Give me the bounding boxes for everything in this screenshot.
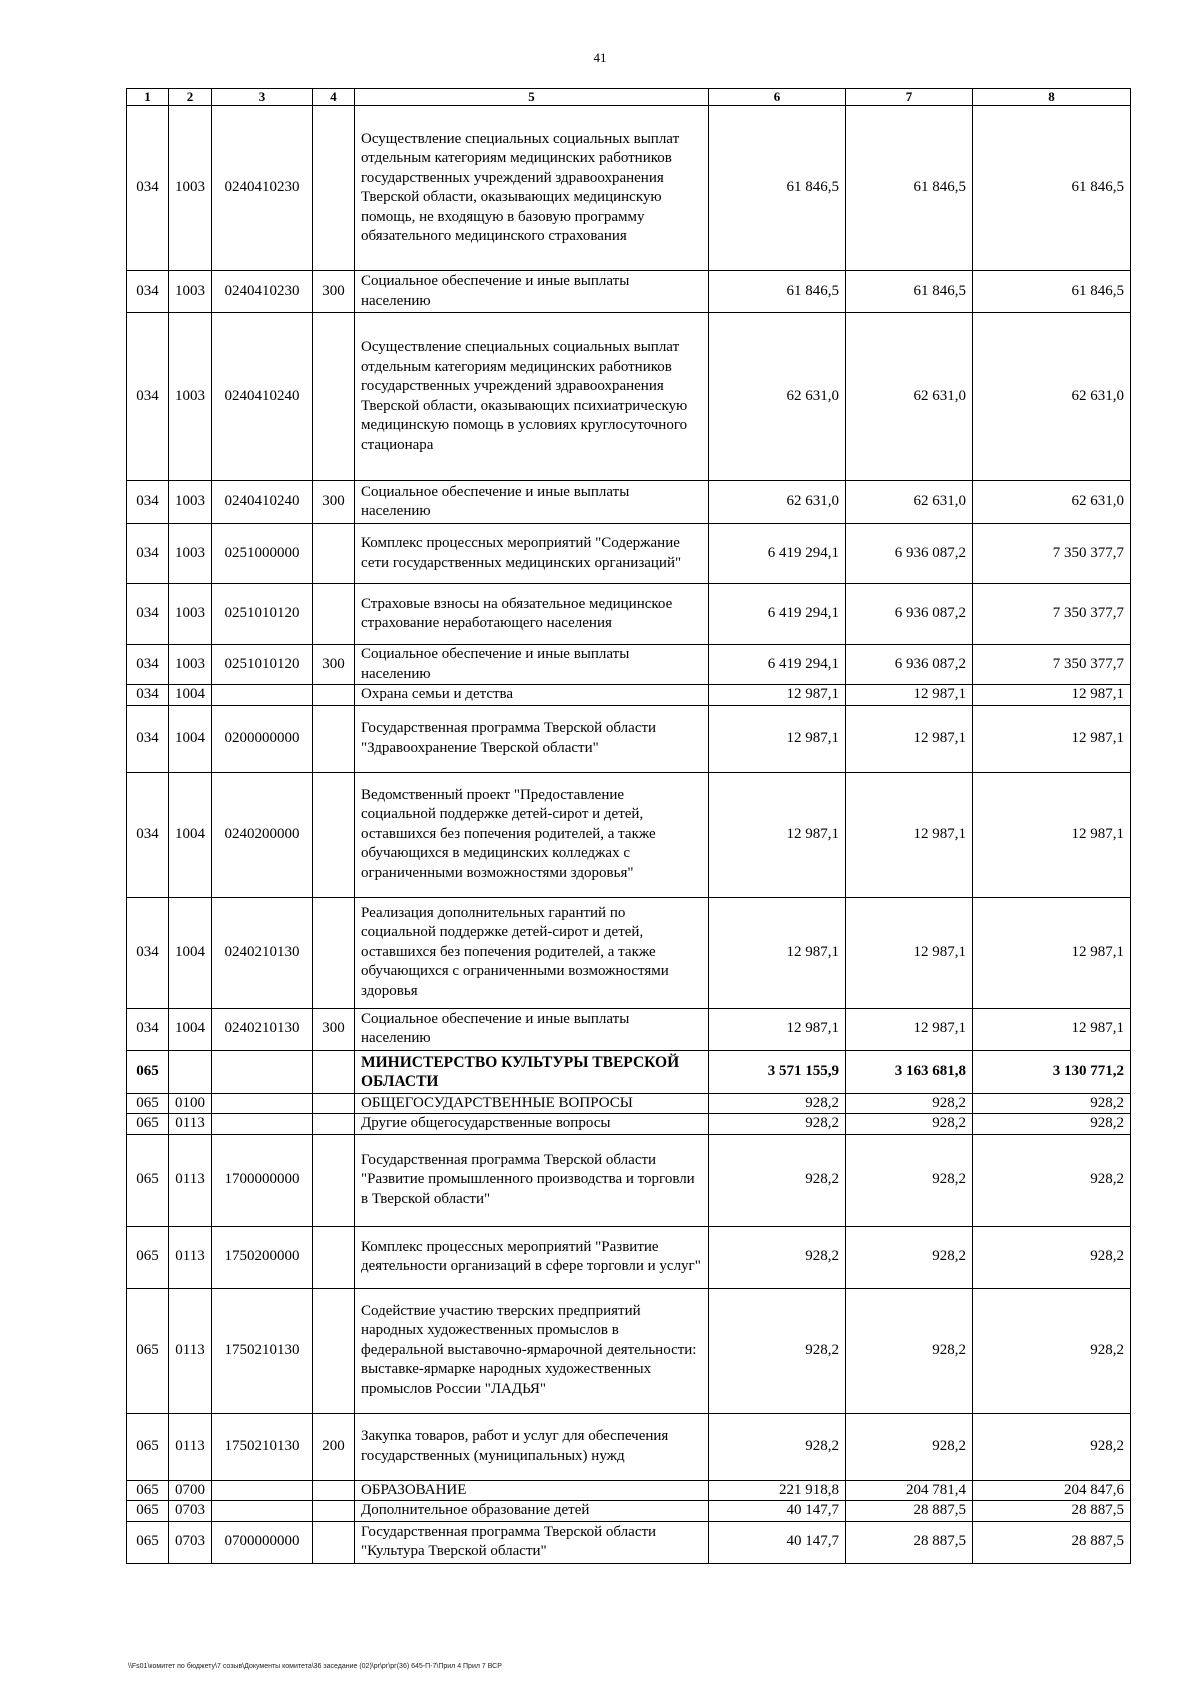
description-cell: ОБЩЕГОСУДАРСТВЕННЫЕ ВОПРОСЫ	[355, 1093, 709, 1114]
target-article-cell	[212, 685, 313, 706]
admin-code-cell: 065	[127, 1521, 169, 1563]
amount-year2-cell: 928,2	[846, 1288, 973, 1413]
table-row	[127, 271, 1131, 313]
amount-year3-cell: 3 130 771,2	[973, 1050, 1131, 1093]
admin-code-cell: 034	[127, 685, 169, 706]
expense-type-cell	[313, 897, 355, 1008]
section-code-cell: 1004	[169, 685, 212, 706]
table-row	[127, 705, 1131, 772]
section-code-cell: 0113	[169, 1134, 212, 1226]
target-article-cell: 1750200000	[212, 1226, 313, 1288]
column-header: 2	[169, 89, 212, 106]
section-code-cell: 0113	[169, 1114, 212, 1135]
expense-type-cell	[313, 1521, 355, 1563]
amount-year1-cell: 6 419 294,1	[709, 645, 846, 685]
amount-year2-cell: 28 887,5	[846, 1521, 973, 1563]
table-row	[127, 1521, 1131, 1563]
description-cell: Дополнительное образование детей	[355, 1501, 709, 1522]
amount-year3-cell: 928,2	[973, 1413, 1131, 1480]
description-cell: Страховые взносы на обязательное медицинское страхование неработающего населения	[355, 584, 709, 645]
admin-code-cell: 034	[127, 313, 169, 481]
admin-code-cell: 034	[127, 584, 169, 645]
section-code-cell	[169, 1050, 212, 1093]
section-code-cell: 0100	[169, 1093, 212, 1114]
expense-type-cell	[313, 313, 355, 481]
amount-year1-cell: 6 419 294,1	[709, 524, 846, 584]
expense-type-cell	[313, 1480, 355, 1501]
amount-year3-cell: 12 987,1	[973, 772, 1131, 897]
table-row	[127, 313, 1131, 481]
amount-year1-cell: 928,2	[709, 1288, 846, 1413]
footer-file-path: \\Fs01\комитет по бюджету\7 созыв\Документы комитета\36 заседание (02)\pr\рг\рг(36) 645-П-7\Прил 4 Прил 7 ВСР	[128, 1663, 502, 1670]
amount-year1-cell: 61 846,5	[709, 271, 846, 313]
table-row	[127, 772, 1131, 897]
amount-year1-cell: 928,2	[709, 1093, 846, 1114]
admin-code-cell: 065	[127, 1093, 169, 1114]
description-cell: Социальное обеспечение и иные выплаты населению	[355, 481, 709, 524]
description-cell: Закупка товаров, работ и услуг для обеспечения государственных (муниципальных) нужд	[355, 1413, 709, 1480]
amount-year1-cell: 12 987,1	[709, 705, 846, 772]
amount-year1-cell: 12 987,1	[709, 772, 846, 897]
table-row	[127, 1413, 1131, 1480]
header-row	[127, 89, 1131, 106]
amount-year1-cell: 12 987,1	[709, 897, 846, 1008]
amount-year3-cell: 28 887,5	[973, 1501, 1131, 1522]
admin-code-cell: 034	[127, 645, 169, 685]
target-article-cell: 0200000000	[212, 705, 313, 772]
section-code-cell: 0703	[169, 1501, 212, 1522]
column-header: 6	[709, 89, 846, 106]
expense-type-cell: 200	[313, 1413, 355, 1480]
table-row	[127, 584, 1131, 645]
admin-code-cell: 065	[127, 1134, 169, 1226]
amount-year2-cell: 12 987,1	[846, 897, 973, 1008]
column-header: 3	[212, 89, 313, 106]
description-cell: Реализация дополнительных гарантий по социальной поддержке детей-сирот и детей, оставшихся без попечения родителей, а также обучающихся с ограниченными возможностями здоровья	[355, 897, 709, 1008]
expense-type-cell	[313, 584, 355, 645]
admin-code-cell: 034	[127, 106, 169, 271]
section-code-cell: 0113	[169, 1288, 212, 1413]
admin-code-cell: 034	[127, 271, 169, 313]
amount-year3-cell: 928,2	[973, 1134, 1131, 1226]
amount-year1-cell: 928,2	[709, 1226, 846, 1288]
admin-code-cell: 065	[127, 1288, 169, 1413]
description-cell: ОБРАЗОВАНИЕ	[355, 1480, 709, 1501]
expense-type-cell	[313, 1050, 355, 1093]
description-cell: Социальное обеспечение и иные выплаты населению	[355, 645, 709, 685]
table-row	[127, 1114, 1131, 1135]
amount-year2-cell: 3 163 681,8	[846, 1050, 973, 1093]
amount-year2-cell: 12 987,1	[846, 1008, 973, 1050]
target-article-cell: 0251000000	[212, 524, 313, 584]
target-article-cell: 1750210130	[212, 1413, 313, 1480]
section-code-cell: 1004	[169, 1008, 212, 1050]
amount-year2-cell: 28 887,5	[846, 1501, 973, 1522]
table-row	[127, 524, 1131, 584]
column-header: 8	[973, 89, 1131, 106]
expense-type-cell	[313, 1501, 355, 1522]
amount-year2-cell: 62 631,0	[846, 481, 973, 524]
description-cell: Охрана семьи и детства	[355, 685, 709, 706]
amount-year2-cell: 6 936 087,2	[846, 584, 973, 645]
description-cell: Другие общегосударственные вопросы	[355, 1114, 709, 1135]
amount-year3-cell: 12 987,1	[973, 705, 1131, 772]
section-code-cell: 0113	[169, 1226, 212, 1288]
target-article-cell: 0240210130	[212, 1008, 313, 1050]
description-cell: Комплекс процессных мероприятий "Развитие деятельности организаций в сфере торговли и услуг"	[355, 1226, 709, 1288]
target-article-cell: 0700000000	[212, 1521, 313, 1563]
amount-year2-cell: 12 987,1	[846, 685, 973, 706]
admin-code-cell: 034	[127, 705, 169, 772]
table-row	[127, 1226, 1131, 1288]
table-row	[127, 645, 1131, 685]
target-article-cell: 0251010120	[212, 584, 313, 645]
section-code-cell: 1003	[169, 271, 212, 313]
admin-code-cell: 034	[127, 524, 169, 584]
amount-year2-cell: 61 846,5	[846, 271, 973, 313]
amount-year1-cell: 928,2	[709, 1413, 846, 1480]
amount-year2-cell: 928,2	[846, 1226, 973, 1288]
description-cell: Государственная программа Тверской области "Здравоохранение Тверской области"	[355, 705, 709, 772]
description-cell: Ведомственный проект "Предоставление социальной поддержке детей-сирот и детей, оставшихся без попечения родителей, а также обучающихся в медицинских колледжах с ограниченными возможностями здоровья"	[355, 772, 709, 897]
target-article-cell: 0251010120	[212, 645, 313, 685]
target-article-cell: 0240410230	[212, 106, 313, 271]
amount-year2-cell: 62 631,0	[846, 313, 973, 481]
admin-code-cell: 065	[127, 1480, 169, 1501]
amount-year2-cell: 928,2	[846, 1134, 973, 1226]
section-code-cell: 1003	[169, 106, 212, 271]
target-article-cell	[212, 1114, 313, 1135]
section-code-cell: 1004	[169, 705, 212, 772]
expense-type-cell	[313, 1288, 355, 1413]
section-code-cell: 1003	[169, 645, 212, 685]
expense-type-cell: 300	[313, 645, 355, 685]
table-row	[127, 1288, 1131, 1413]
amount-year1-cell: 3 571 155,9	[709, 1050, 846, 1093]
target-article-cell: 0240210130	[212, 897, 313, 1008]
amount-year1-cell: 928,2	[709, 1134, 846, 1226]
expense-type-cell	[313, 524, 355, 584]
target-article-cell: 1750210130	[212, 1288, 313, 1413]
admin-code-cell: 065	[127, 1226, 169, 1288]
amount-year3-cell: 61 846,5	[973, 271, 1131, 313]
amount-year2-cell: 6 936 087,2	[846, 524, 973, 584]
target-article-cell: 1700000000	[212, 1134, 313, 1226]
target-article-cell: 0240200000	[212, 772, 313, 897]
description-cell: Комплекс процессных мероприятий "Содержание сети государственных медицинских организаций"	[355, 524, 709, 584]
section-code-cell: 0113	[169, 1413, 212, 1480]
admin-code-cell: 034	[127, 772, 169, 897]
column-header: 1	[127, 89, 169, 106]
admin-code-cell: 065	[127, 1501, 169, 1522]
amount-year2-cell: 928,2	[846, 1093, 973, 1114]
amount-year1-cell: 40 147,7	[709, 1501, 846, 1522]
expense-type-cell	[313, 106, 355, 271]
admin-code-cell: 034	[127, 897, 169, 1008]
expense-type-cell	[313, 1114, 355, 1135]
expense-type-cell	[313, 1093, 355, 1114]
target-article-cell	[212, 1050, 313, 1093]
amount-year3-cell: 204 847,6	[973, 1480, 1131, 1501]
amount-year2-cell: 61 846,5	[846, 106, 973, 271]
amount-year3-cell: 62 631,0	[973, 313, 1131, 481]
description-cell: Осуществление специальных социальных выплат отдельным категориям медицинских работников государственных учреждений здравоохранения Тверской области, оказывающих психиатрическую медицинскую помощь в условиях круглосуточного стационара	[355, 313, 709, 481]
amount-year2-cell: 928,2	[846, 1413, 973, 1480]
expense-type-cell	[313, 772, 355, 897]
amount-year1-cell: 12 987,1	[709, 685, 846, 706]
amount-year1-cell: 62 631,0	[709, 313, 846, 481]
section-code-cell: 1003	[169, 584, 212, 645]
amount-year1-cell: 221 918,8	[709, 1480, 846, 1501]
table-row	[127, 1501, 1131, 1522]
description-cell: Социальное обеспечение и иные выплаты населению	[355, 1008, 709, 1050]
table-row	[127, 1134, 1131, 1226]
expense-type-cell	[313, 685, 355, 706]
expense-type-cell	[313, 705, 355, 772]
target-article-cell: 0240410230	[212, 271, 313, 313]
description-cell: Социальное обеспечение и иные выплаты населению	[355, 271, 709, 313]
table-row	[127, 106, 1131, 271]
table-row	[127, 1093, 1131, 1114]
column-header: 5	[355, 89, 709, 106]
table-row	[127, 1050, 1131, 1093]
target-article-cell	[212, 1501, 313, 1522]
amount-year1-cell: 40 147,7	[709, 1521, 846, 1563]
page-number: 41	[593, 50, 607, 65]
section-code-cell: 1004	[169, 897, 212, 1008]
table-row	[127, 481, 1131, 524]
amount-year3-cell: 7 350 377,7	[973, 645, 1131, 685]
amount-year2-cell: 12 987,1	[846, 705, 973, 772]
target-article-cell	[212, 1093, 313, 1114]
column-header: 4	[313, 89, 355, 106]
section-code-cell: 0703	[169, 1521, 212, 1563]
description-cell: Государственная программа Тверской области "Развитие промышленного производства и торговли в Тверской области"	[355, 1134, 709, 1226]
description-cell: Осуществление специальных социальных выплат отдельным категориям медицинских работников государственных учреждений здравоохранения Тверской области, оказывающих медицинскую помощь, не входящую в базовую программу обязательного медицинского страхования	[355, 106, 709, 271]
section-code-cell: 1003	[169, 481, 212, 524]
amount-year2-cell: 928,2	[846, 1114, 973, 1135]
table-body	[127, 106, 1131, 1564]
description-cell: МИНИСТЕРСТВО КУЛЬТУРЫ ТВЕРСКОЙ ОБЛАСТИ	[355, 1050, 709, 1093]
table-row	[127, 897, 1131, 1008]
target-article-cell: 0240410240	[212, 313, 313, 481]
expense-type-cell	[313, 1226, 355, 1288]
amount-year3-cell: 7 350 377,7	[973, 524, 1131, 584]
table-row	[127, 1480, 1131, 1501]
amount-year1-cell: 12 987,1	[709, 1008, 846, 1050]
admin-code-cell: 065	[127, 1050, 169, 1093]
admin-code-cell: 034	[127, 1008, 169, 1050]
table-row	[127, 685, 1131, 706]
amount-year3-cell: 12 987,1	[973, 1008, 1131, 1050]
amount-year3-cell: 928,2	[973, 1114, 1131, 1135]
budget-table	[126, 88, 1131, 1564]
amount-year3-cell: 12 987,1	[973, 897, 1131, 1008]
amount-year1-cell: 6 419 294,1	[709, 584, 846, 645]
amount-year1-cell: 62 631,0	[709, 481, 846, 524]
amount-year2-cell: 204 781,4	[846, 1480, 973, 1501]
expense-type-cell: 300	[313, 1008, 355, 1050]
amount-year3-cell: 62 631,0	[973, 481, 1131, 524]
admin-code-cell: 065	[127, 1413, 169, 1480]
section-code-cell: 1003	[169, 313, 212, 481]
amount-year2-cell: 12 987,1	[846, 772, 973, 897]
amount-year3-cell: 28 887,5	[973, 1521, 1131, 1563]
admin-code-cell: 065	[127, 1114, 169, 1135]
column-header: 7	[846, 89, 973, 106]
amount-year3-cell: 12 987,1	[973, 685, 1131, 706]
expense-type-cell	[313, 1134, 355, 1226]
amount-year3-cell: 928,2	[973, 1226, 1131, 1288]
expense-type-cell: 300	[313, 481, 355, 524]
amount-year1-cell: 928,2	[709, 1114, 846, 1135]
amount-year3-cell: 61 846,5	[973, 106, 1131, 271]
section-code-cell: 1003	[169, 524, 212, 584]
amount-year3-cell: 928,2	[973, 1093, 1131, 1114]
target-article-cell	[212, 1480, 313, 1501]
amount-year3-cell: 7 350 377,7	[973, 584, 1131, 645]
target-article-cell: 0240410240	[212, 481, 313, 524]
description-cell: Содействие участию тверских предприятий народных художественных промыслов в федеральной выставочно-ярмарочной деятельности: выставке-ярмарке народных художественных промыслов России "ЛАДЬЯ"	[355, 1288, 709, 1413]
amount-year2-cell: 6 936 087,2	[846, 645, 973, 685]
table-row	[127, 1008, 1131, 1050]
section-code-cell: 0700	[169, 1480, 212, 1501]
description-cell: Государственная программа Тверской области "Культура Тверской области"	[355, 1521, 709, 1563]
amount-year3-cell: 928,2	[973, 1288, 1131, 1413]
amount-year1-cell: 61 846,5	[709, 106, 846, 271]
expense-type-cell: 300	[313, 271, 355, 313]
admin-code-cell: 034	[127, 481, 169, 524]
section-code-cell: 1004	[169, 772, 212, 897]
